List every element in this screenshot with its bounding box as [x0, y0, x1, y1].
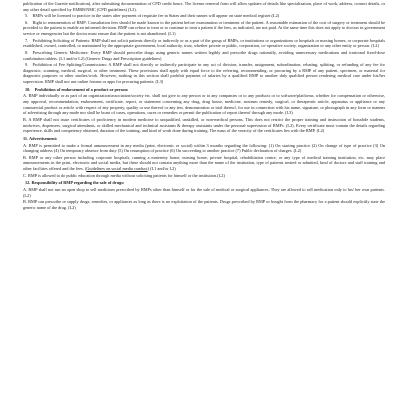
paragraph-license-renewal: publication of the Gazette notification), after submitting documentation of CPD credit hours. The license renewal form will allow updates of details like specialization, place of work, address, contact details, or any other detail specified by EMRB/NMC (CPD guidelines) (L2). [23, 1, 385, 12]
paragraph-generic-medicines: 8. Prescribing Generic Medicines: Every RMP should prescribe drugs using generic names written legibly and prescribe drugs rationally, avoiding unnecessary medications and irrational fixed-dose combination tablets. (L1 and/or L2) (Generic Drugs and Prescription guidelines) [23, 49, 385, 61]
paragraph-advertisement-b [23, 155, 385, 172]
heading-endorsement: 10. Prohibition of endorsement of a product or person: [25, 86, 129, 92]
paragraph-advertisement-a: A. RMP is permitted to make a formal announcement in any media (print, electronic or social) within 3 months regarding the following: (1) On starting practice (2) On change of type of practice (3) On changing address (4) On temporary absence from duty (5) On resumption of practice (6) On succeeding to another practice (7) Public declaration of charges. (L2) [23, 142, 385, 154]
paragraph-drugs-b: B. RMP can prescribe or supply drugs, remedies, or appliances as long as there is no exploitation of the patients. Drugs prescribed by RMP or bought from the pharmacy for a patient should explicitly state the generic name of the drug. (L2) [23, 199, 385, 210]
paragraph-remuneration: 6. Right to remuneration of RMP: Consultation fees should be made known to the patient before examination or treatment of the patient. A reasonable estimation of the cost of surgery or treatment should be provided to the patient to enable an informed decision. RMP can refuse to treat or to continue to treat a patient if the fees, as indicated, are not paid. At the same time this does not apply to doctors in government service or emergencies but the doctor must ensure that the patient is not abandoned. (L1) [23, 19, 385, 37]
paragraph-soliciting: 7. Prohibiting Soliciting of Patients: RMP shall not solicit patients directly or indirectly or as a part of the group of RMPs, or institutions or organizations or hospitals or nursing homes, or corporate hospitals established, owned, controlled, or maintained by the appropriate government, local authority, trust, whether private or public, corporation, co-operative society, organization or any other entity or person. (L2) [23, 37, 385, 49]
paragraph-endorsement-a: A. RMP individually or as part of an organization/association/society etc. shall not give to any person or to any companies or to any products or to software/platforms, whether for compensation or otherwise, any approval, recommendation, endorsement, certificate, report, or statement concerning any drug, drug house, medicine, nostrum remedy, surgical, or therapeutic article, apparatus or appliance or any commercial product or article with respect of any property, quality or use thereof or any test, demonstration or trial thereof, for use in connection with his name, signature, or photograph in any form or manner of advertising through any mode nor shall he boast of cases, operations, cures or remedies or permit the publication of report thereof through any mode. (L3) [23, 93, 385, 116]
advertisement-b-text: B. RMP or any other person including corporate hospitals, running a maternity home, nursing home, private hospital, rehabilitation centre, or any type of medical training institution, etc. may place announcements in the print, electronic and social media, but these should not contain anything more than the name of the institution, type of patients treated or admitted, kind of doctors and staff training and other facilities offered and the fees. ( [23, 154, 385, 172]
paragraph-fee-splitting: 9. Prohibition of Fee Splitting/Commissions: A RMP shall not directly or indirectly participate in any act of division, transfer, assignment, subordination, rebating, splitting, or refunding of any fee for diagnostic, scanning, medical, surgical, or other treatment. These provisions shall apply with equal force to the referring, recommending, or procuring by a RMP of any patient, specimen, or material for diagnostic purposes or other studies/work. However, nothing in this section shall prohibit payment of salaries by a qualified RMP to another duly qualified person rendering medical care under his/her supervision. RMP shall not use online forums or apps for procuring patients. (L3) [23, 62, 385, 85]
paragraph-state-license: 5. RMPs will be licensed to practice in the states after payment of requisite fee in States and their names will appear on state medical register.(L2) [25, 13, 280, 19]
paragraph-advertisement-c: C. RMP is allowed to do public education through media without soliciting patients for himself or the institution.(L2) [23, 172, 225, 178]
advertisement-b-suffix: ) (L1 and/or L2) [147, 166, 176, 172]
paragraph-drugs-a: A. RMP shall not run an open shop to sell medicines prescribed by RMPs other than himself or for the sale of medical or surgical appliances. They are allowed to sell medication only to his/ her own patients. (L2) [23, 186, 385, 198]
social-media-guidelines-link[interactable]: Guidelines on social media conduct [86, 166, 148, 172]
heading-advertisement: 11. Advertisement: [23, 136, 58, 142]
heading-sale-of-drugs: 12. Responsibility of RMP regarding the sale of drugs: [25, 180, 125, 186]
paragraph-endorsement-b: B. A RMP shall not issue certificates of proficiency in modern medicine to unqualified, unskilled, or non-medical persons. This does not restrict the proper training and instruction of bonafide students, midwives, dispensers, surgical attendants, or skilled mechanical and technical assistants & therapy assistants under the personal supervision of RMPs. (L2). Every certificate must contain the details regarding experience, skills and competency obtained, duration of the training, and kind of work done during training. The mass of the veracity of the certificates lies with the RMP. (L2) [23, 116, 385, 134]
